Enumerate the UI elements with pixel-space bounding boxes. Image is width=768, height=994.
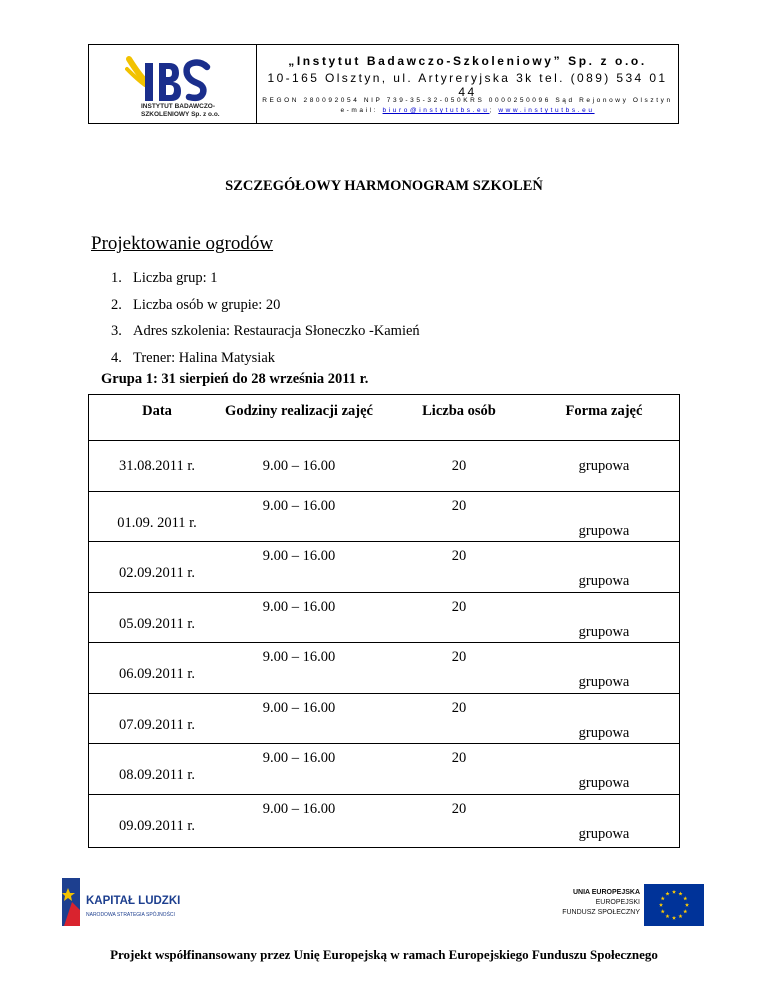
cell-date: 05.09.2011 r. xyxy=(119,615,195,632)
company-logo-text xyxy=(141,103,220,119)
header-hours: Godziny realizacji zajęć xyxy=(225,403,373,419)
eu-logo xyxy=(544,884,704,930)
list-text: Liczba osób w grupie: 20 xyxy=(133,296,281,313)
cell-hours: 9.00 – 16.00 xyxy=(262,800,336,817)
list-number: 2. xyxy=(111,296,122,313)
cell-form: grupowa xyxy=(578,623,630,640)
table-row xyxy=(89,794,679,844)
cell-date: 31.08.2011 r. xyxy=(119,458,195,474)
schedule-table xyxy=(88,394,680,848)
kapital-ludzki-logo xyxy=(62,876,182,928)
list-text: Liczba grup: 1 xyxy=(133,270,218,286)
cell-hours: 9.00 – 16.00 xyxy=(262,598,336,615)
document-title: SZCZEGÓŁOWY HARMONOGRAM SZKOLEŃ xyxy=(225,178,543,194)
table-row xyxy=(89,440,679,490)
cell-count: 20 xyxy=(451,598,467,615)
list-item xyxy=(111,295,420,322)
cell-date: 01.09. 2011 r. xyxy=(117,514,197,531)
cell-hours: 9.00 – 16.00 xyxy=(262,548,336,564)
kl-subtitle: NARODOWA STRATEGIA SPÓJNOŚCI xyxy=(86,912,175,918)
list-number: 1. xyxy=(111,270,122,286)
cell-hours: 9.00 – 16.00 xyxy=(262,458,336,474)
cell-date: 06.09.2011 r. xyxy=(119,666,195,682)
cofinancing-note: Projekt współfinansowany przez Unię Europejską w ramach Europejskiego Funduszu Społecznego xyxy=(110,947,658,962)
company-address: 10-165 Olsztyn, ul. Artyreryjska 3k tel. (089) 534 01 44 xyxy=(267,71,668,99)
cell-hours: 9.00 – 16.00 xyxy=(262,649,336,665)
table-row xyxy=(89,541,679,591)
cell-date: 02.09.2011 r. xyxy=(119,565,195,581)
cell-form: grupowa xyxy=(578,724,630,741)
list-text: Adres szkolenia: Restauracja Słoneczko -Kamień xyxy=(133,323,420,339)
cell-count: 20 xyxy=(451,699,467,716)
cell-form: grupowa xyxy=(578,825,630,842)
header-form: Forma zajęć xyxy=(565,403,643,419)
company-name: „Instytut Badawczo-Szkoleniowy” Sp. z o.o. xyxy=(288,54,647,68)
eu-flag-icon xyxy=(644,884,704,926)
table-row xyxy=(89,642,679,692)
company-logo-cell xyxy=(89,45,257,123)
header-count: Liczba osób xyxy=(422,403,496,419)
cell-form: grupowa xyxy=(578,775,630,791)
eu-line3: FUNDUSZ SPOŁECZNY xyxy=(562,909,640,916)
cell-hours: 9.00 – 16.00 xyxy=(262,497,336,514)
kl-title: KAPITAŁ LUDZKI xyxy=(86,895,181,907)
table-row xyxy=(89,491,679,541)
eu-line2: EUROPEJSKI xyxy=(595,899,640,906)
cell-form: grupowa xyxy=(578,674,630,690)
table-row xyxy=(89,743,679,793)
eu-logo-text xyxy=(544,888,640,918)
contact-separator: ; xyxy=(489,107,494,114)
email-link[interactable]: biuro@instytutbs.eu xyxy=(382,107,490,114)
cell-hours: 9.00 – 16.00 xyxy=(262,699,336,716)
cell-count: 20 xyxy=(451,458,467,474)
course-title: Projektowanie ogrodów xyxy=(91,233,274,254)
list-text: Trener: Halina Matysiak xyxy=(133,349,276,366)
list-number: 3. xyxy=(111,323,122,339)
cell-date: 08.09.2011 r. xyxy=(119,767,195,783)
eu-line1: UNIA EUROPEJSKA xyxy=(572,889,640,896)
cell-count: 20 xyxy=(451,497,467,514)
cell-count: 20 xyxy=(451,548,467,564)
header-date: Data xyxy=(142,403,172,419)
cell-date: 09.09.2011 r. xyxy=(119,817,195,834)
group-title: Grupa 1: 31 sierpień do 28 września 2011 r. xyxy=(101,371,369,387)
table-row xyxy=(89,592,679,642)
table-header-row xyxy=(89,395,679,440)
website-link[interactable]: www.instytutbs.eu xyxy=(498,107,595,114)
logo-text-line2: SZKOLENIOWY Sp. z o.o. xyxy=(141,111,220,118)
table-row xyxy=(89,693,679,743)
cell-count: 20 xyxy=(451,800,467,817)
cell-date: 07.09.2011 r. xyxy=(119,716,195,733)
cell-form: grupowa xyxy=(578,458,630,474)
company-contact xyxy=(257,107,678,114)
company-registry: REGON 280092054 NIP 739-35-32-050KRS 0000250096 Sąd Rejonowy Olsztyn xyxy=(262,97,673,104)
cell-form: grupowa xyxy=(578,522,630,539)
list-item xyxy=(111,321,420,348)
letterhead xyxy=(88,44,679,124)
cell-count: 20 xyxy=(451,750,467,766)
cell-form: grupowa xyxy=(578,573,630,589)
email-label: e-mail: xyxy=(340,107,379,114)
cell-count: 20 xyxy=(451,649,467,665)
list-item xyxy=(111,268,420,295)
ibs-logo-icon xyxy=(125,55,215,105)
training-info-list xyxy=(111,268,420,374)
cell-hours: 9.00 – 16.00 xyxy=(262,750,336,766)
logo-text-line1: INSTYTUT BADAWCZO- xyxy=(141,103,216,110)
company-info xyxy=(257,45,678,123)
list-number: 4. xyxy=(111,349,122,366)
